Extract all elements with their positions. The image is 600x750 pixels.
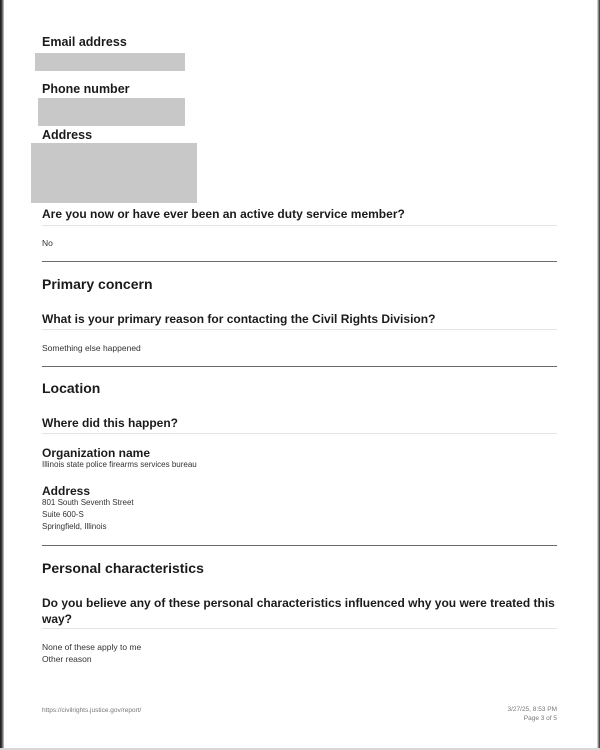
contact-address-label: Address xyxy=(42,128,93,142)
primary-concern-heading: Primary concern xyxy=(42,276,153,292)
phone-redaction xyxy=(38,98,185,126)
personal-answer: None of these apply to me xyxy=(42,642,142,652)
divider xyxy=(42,329,557,330)
footer-page-number: Page 3 of 5 xyxy=(523,715,557,722)
email-label: Email address xyxy=(42,35,127,49)
personal-answer: Other reason xyxy=(42,654,92,664)
primary-concern-question: What is your primary reason for contacting the Civil Rights Division? xyxy=(42,312,436,326)
service-member-question: Are you now or have ever been an active duty service member? xyxy=(42,207,405,221)
address-line: Springfield, Illinois xyxy=(42,522,107,531)
address-redaction xyxy=(31,143,197,203)
address-line: Suite 600-S xyxy=(42,510,84,519)
organization-name-value: Illinois state police firearms services bureau xyxy=(42,460,197,469)
location-heading: Location xyxy=(42,380,101,396)
footer-url: https://civilrights.justice.gov/report/ xyxy=(42,707,142,714)
address-line: 801 South Seventh Street xyxy=(42,498,134,507)
divider xyxy=(42,628,557,629)
section-divider xyxy=(42,545,557,546)
section-divider xyxy=(42,366,557,367)
phone-label: Phone number xyxy=(42,82,130,96)
section-divider xyxy=(42,261,557,262)
location-question: Where did this happen? xyxy=(42,416,179,430)
personal-characteristics-question: Do you believe any of these personal characteristics influenced why you were treated this way? xyxy=(42,596,555,626)
divider xyxy=(42,225,557,226)
divider xyxy=(42,433,557,434)
location-address-label: Address xyxy=(42,484,91,498)
service-member-answer: No xyxy=(42,238,53,248)
organization-name-label: Organization name xyxy=(42,446,151,460)
page-edge-shadow-left xyxy=(0,0,4,750)
personal-characteristics-heading: Personal characteristics xyxy=(42,560,204,576)
email-redaction xyxy=(35,53,185,71)
footer-datetime: 3/27/25, 8:53 PM xyxy=(507,706,557,713)
primary-concern-answer: Something else happened xyxy=(42,343,141,353)
